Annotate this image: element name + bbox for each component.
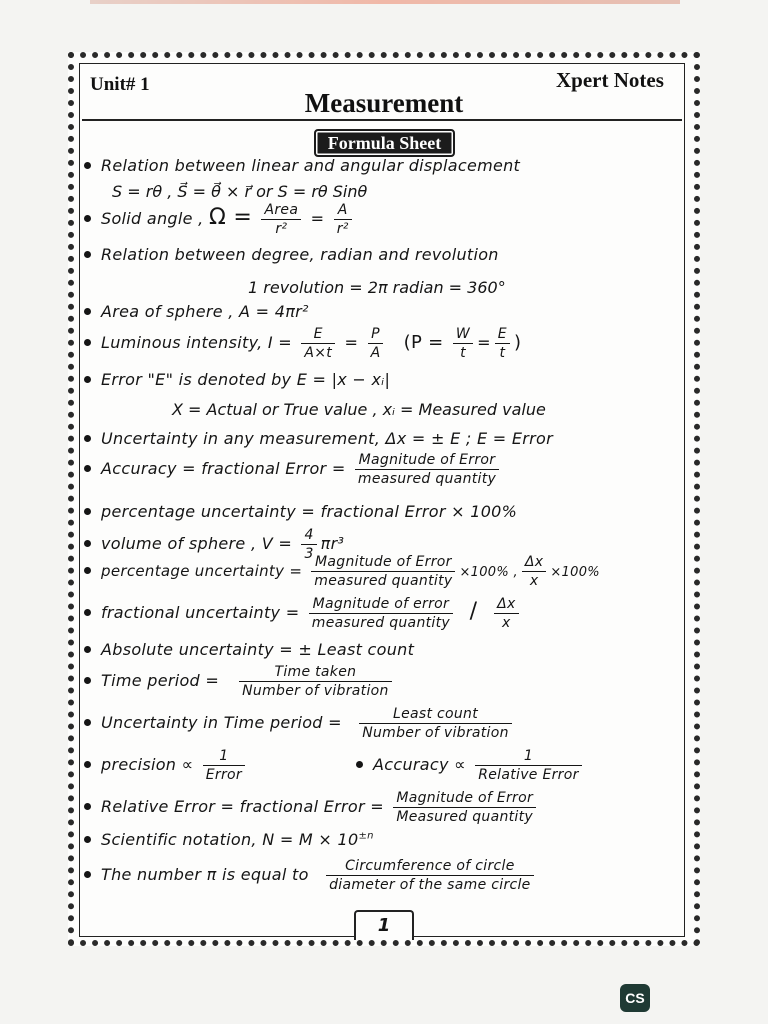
formula-relative-error: Relative Error = fractional Error = $\frac{\text{Magnitude of Error}}{\text{Measured quantity}}$ <box>84 790 540 825</box>
formula-scientific-notation: Scientific notation, $N = M \times 10^{\pm n}$ <box>84 830 374 849</box>
formula-accuracy: Accuracy = fractional Error = $\frac{\text{Magnitude of Error}}{\text{measured quantity}}$ <box>84 452 503 487</box>
formula-linear-angular: Relation between linear and angular displacement <box>84 156 520 175</box>
formula-degree-radian: Relation between degree, radian and revolution <box>84 245 499 264</box>
formula-precision: precision ∝ $\frac{1}{\text{Error}}$ <box>84 748 249 783</box>
formula-error: Error "E" is denoted by E = |x − xᵢ| <box>84 370 390 389</box>
page-number: 1 <box>354 910 414 940</box>
formula-volume-sphere: volume of sphere , V = $\frac{4}{3}$ πr³ <box>84 527 344 562</box>
formula-sheet-badge: Formula Sheet <box>314 129 455 157</box>
camscanner-badge-icon: CS <box>620 984 650 1012</box>
formula-pi: The number π is equal to $\frac{\text{Circumference of circle}}{\text{diameter of the same circle}}$ <box>84 858 538 893</box>
formula-percentage-uncertainty-1: percentage uncertainty = fractional Error × 100% <box>84 502 517 521</box>
formula-linear-angular-eq: S = rθ , S⃗ = θ⃗ × r⃗ or S = rθ Sinθ <box>112 182 368 201</box>
page-title: Measurement <box>304 88 464 118</box>
formula-luminous-intensity: Luminous intensity, I = $\frac{E}{A\times t}$ = $\frac{P}{A}$ (P = $\frac{W}{t}$ = $\frac{E}{t}$ ) <box>84 326 521 361</box>
formula-time-period: Time period = $\frac{\text{Time taken}}{\text{Number of vibration}}$ <box>84 664 396 699</box>
unit-label: Unit# 1 <box>90 74 150 95</box>
formula-fractional-uncertainty: fractional uncertainty = $\frac{\text{Magnitude of error}}{\text{measured quantity}}$ / $\frac{\Delta x}{x}$ <box>84 596 523 631</box>
formula-absolute-uncertainty: Absolute uncertainty = ± Least count <box>84 640 414 659</box>
brand-label: Xpert Notes <box>556 68 664 92</box>
title-divider <box>82 119 682 121</box>
formula-uncertainty-time-period: Uncertainty in Time period = $\frac{\text{Least count}}{\text{Number of vibration}}$ <box>84 706 516 741</box>
bullet <box>84 162 91 169</box>
top-edge-strip <box>90 0 680 4</box>
formula-uncertainty: Uncertainty in any measurement, Δx = ± E ; E = Error <box>84 429 553 448</box>
formula-solid-angle: Solid angle , Ω = $\frac{\text{Area}}{\text{r²}}$ = $\frac{A}{\text{r²}}$ <box>84 202 356 237</box>
formula-area-sphere: Area of sphere , A = 4πr² <box>84 302 309 321</box>
formula-percentage-uncertainty-2: percentage uncertainty = $\frac{\text{Magnitude of Error}}{\text{measured quantity}}$ ×100% , $\frac{\Delta x}{x}$ ×100% <box>84 554 600 589</box>
formula-accuracy-proportional: Accuracy ∝ $\frac{1}{\text{Relative Error}}$ <box>356 748 586 783</box>
formula-revolution-eq: 1 revolution = 2π radian = 360° <box>248 278 506 297</box>
formula-error-def: X = Actual or True value , xᵢ = Measured value <box>172 400 546 419</box>
